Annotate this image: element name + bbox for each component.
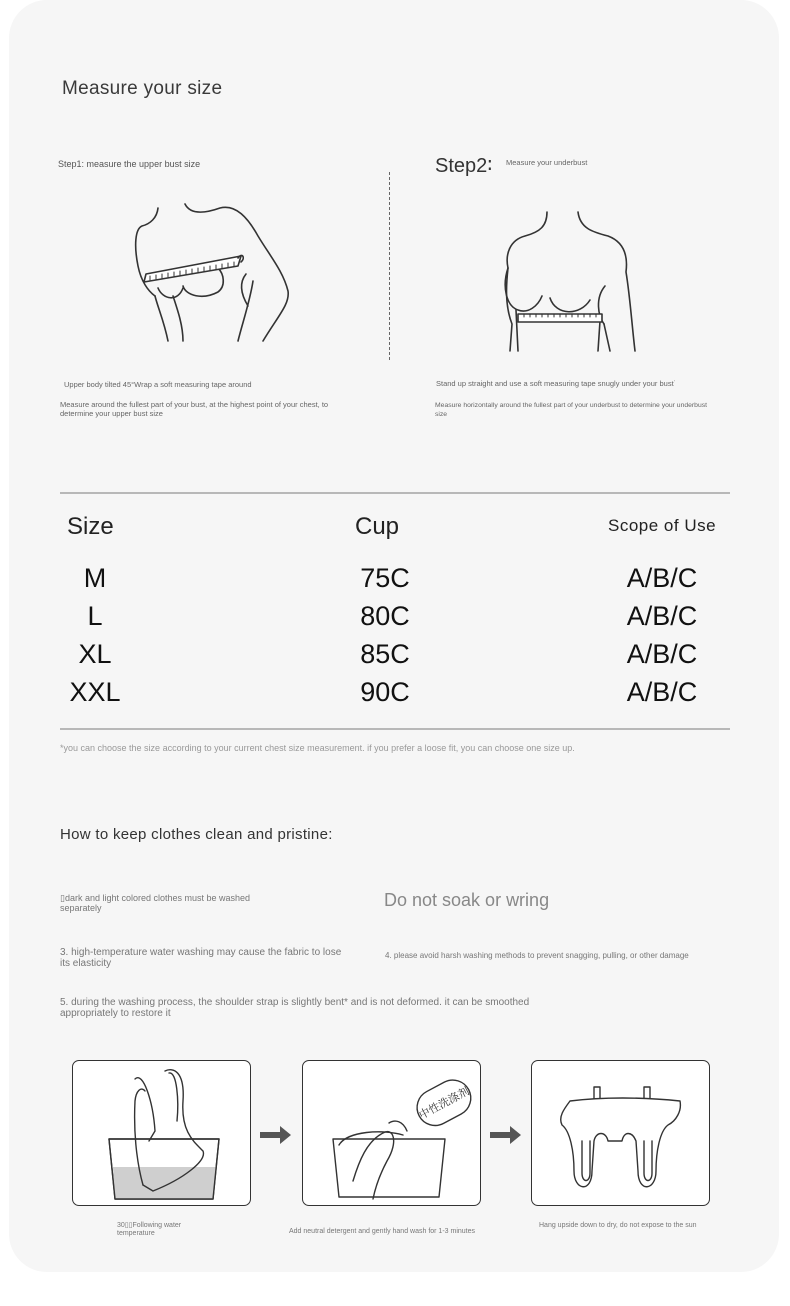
care-item-4: 4. please avoid harsh washing methods to prevent snagging, pulling, or other damage [385,951,689,960]
table-cell-scope: A/B/C [626,601,698,631]
measure-title: Measure your size [62,78,223,99]
table-cell-cup: 80C [360,601,410,631]
table-cell-scope: A/B/C [626,639,698,669]
step2-heading: Step2∶ [435,155,493,177]
step1-note-1: Upper body tilted 45°Wrap a soft measuring tape around [64,380,252,389]
step2-note-2: Measure horizontally around the fullest part of your underbust to determine your underbust size [435,402,708,418]
care-item-1: ▯dark and light colored clothes must be washed separately [60,893,251,913]
step-caption-3: Hang upside down to dry, do not expose to the sun [539,1222,697,1229]
wash-step-3-panel [531,1060,710,1206]
header-size: Size [67,513,114,540]
care-item-3: 3. high-temperature water washing may cause the fabric to lose its elasticity [60,947,342,969]
header-scope: Scope of Use [608,516,717,535]
table-cell-size: XL [78,639,112,669]
upper-bust-illustration [128,196,298,346]
detergent-label: 中性洗涤剂 [416,1084,472,1122]
table-bottom-rule [60,728,730,730]
step-caption-1: 30▯▯Following water temperature [117,1222,182,1237]
table-cell-size: XXL [69,677,121,707]
table-cell-cup: 75C [360,563,410,593]
care-item-5: 5. during the washing process, the shoulder strap is slightly bent* and is not deformed. it can be smoothed appropriately to restore it [60,997,530,1019]
table-cell-scope: A/B/C [626,563,698,593]
table-cell-scope: A/B/C [626,677,698,707]
step2-note-1: Stand up straight and use a soft measuring tape snugly under your bust˙ [436,379,677,388]
table-cell-size: M [83,563,107,593]
step-caption-2: Add neutral detergent and gently hand wash for 1-3 minutes [289,1228,476,1235]
table-cell-size: L [87,601,103,631]
table-cell-cup: 85C [360,639,410,669]
care-title: How to keep clothes clean and pristine: [60,826,333,843]
step-divider [389,172,390,360]
header-cup: Cup [355,513,400,540]
care-item-2: Do not soak or wring [384,890,550,910]
arrow-right-icon [260,1126,292,1144]
step2-label: Measure your underbust [506,158,588,167]
wash-step-2-panel [302,1060,481,1206]
table-top-rule [60,492,730,494]
underbust-illustration [500,206,640,356]
wash-step-1-panel [72,1060,251,1206]
step1-note-2: Measure around the fullest part of your bust, at the highest point of your chest, to determine your upper bust size [60,400,329,418]
size-note: *you can choose the size according to your current chest size measurement. if you prefer a loose fit, you can choose one size up. [60,743,575,753]
table-cell-cup: 90C [360,677,410,707]
arrow-right-icon [490,1126,522,1144]
step1-label: Step1: measure the upper bust size [58,159,201,169]
